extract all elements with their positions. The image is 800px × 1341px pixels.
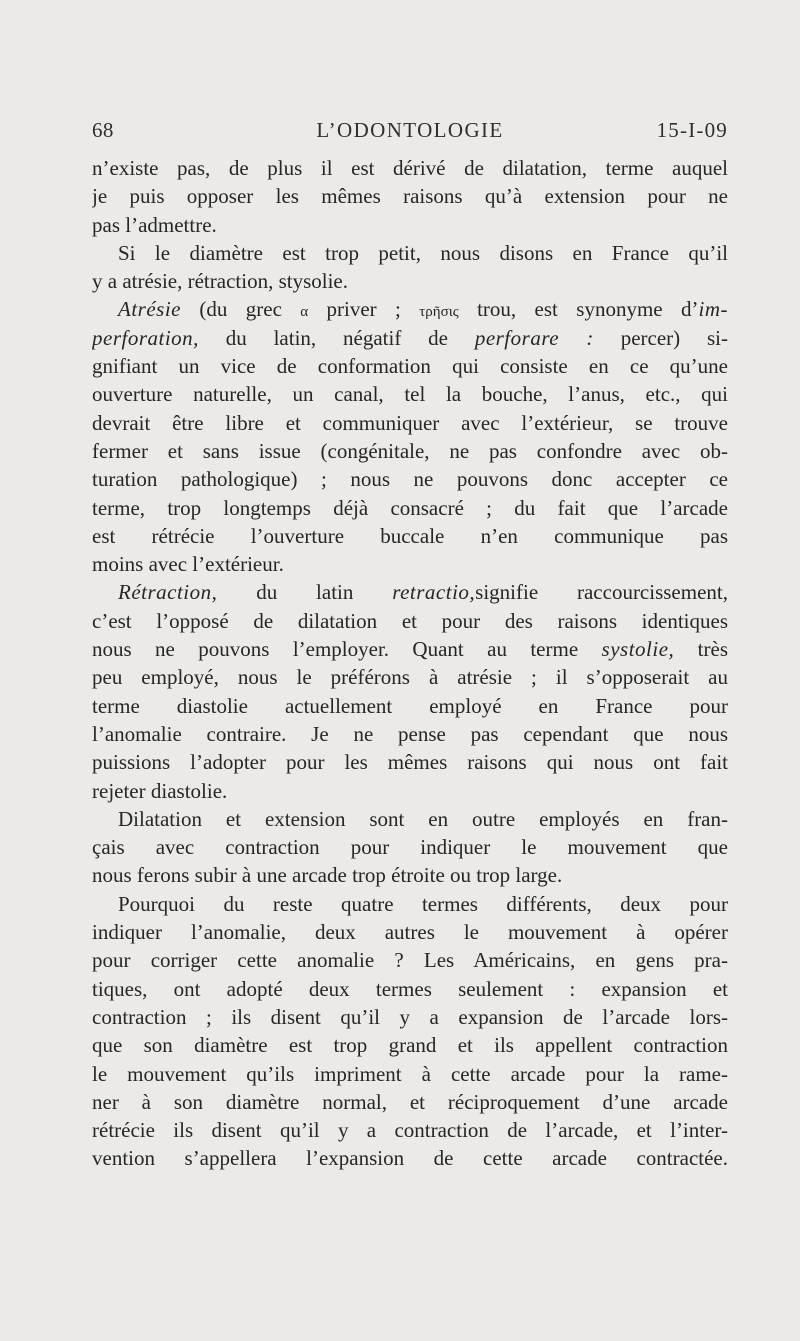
text-segment: rétrécie ils disent qu’il y a contraction de l’arcade, et l’inter- [92, 1118, 728, 1143]
text-line [92, 805, 728, 833]
text-line [92, 1031, 728, 1059]
text-line [92, 154, 728, 182]
text-segment: Si le diamètre est trop petit, nous disons en France qu’il [118, 240, 728, 265]
italic-term: im- [698, 297, 728, 322]
text-line [92, 409, 728, 437]
text-segment: n’existe pas, de plus il est dérivé de dilatation, terme auquel [92, 156, 728, 180]
text-segment: çais avec contraction pour indiquer le mouvement que [92, 835, 728, 860]
italic-term: perforation, [92, 325, 199, 350]
text-line [92, 777, 728, 805]
text-line [92, 211, 728, 239]
text-segment: percer) si- [593, 325, 728, 350]
text-line [92, 295, 728, 323]
running-title: L’ODONTOLOGIE [316, 118, 504, 142]
text-line [92, 1144, 728, 1172]
text-line [92, 182, 728, 210]
text-line [92, 239, 728, 267]
text-line [92, 1116, 728, 1144]
text-segment: Pourquoi du reste quatre termes différents, deux pour [118, 891, 728, 916]
text-segment: fermer et sans issue (congénitale, ne pas confondre avec ob- [92, 438, 728, 463]
text-segment: terme diastolie actuellement employé en France pour [92, 693, 728, 718]
text-line [92, 692, 728, 720]
text-segment: devrait être libre et communiquer avec l’extérieur, se trouve [92, 410, 728, 435]
text-line [92, 748, 728, 776]
text-segment: tiques, ont adopté deux termes seulement : expansion et [92, 976, 728, 1001]
text-segment: du latin, négatif de [198, 325, 475, 350]
text-segment: très [674, 637, 728, 662]
text-segment: pour corriger cette anomalie ? Les Américains, en gens pra- [92, 948, 728, 973]
text-line [92, 437, 728, 465]
text-line [92, 890, 728, 918]
text-segment: vention s’appellera l’expansion de cette arcade contractée. [92, 1146, 728, 1171]
text-segment: Dilatation et extension sont en outre employés en fran- [118, 806, 728, 831]
text-segment: ner à son diamètre normal, et réciproquement d’une arcade [92, 1089, 728, 1114]
body-text [92, 154, 728, 1173]
greek-word: α [300, 304, 309, 321]
text-line [92, 578, 728, 606]
running-header [92, 118, 728, 146]
text-segment: turation pathologique) ; nous ne pouvons donc accepter ce [92, 467, 728, 492]
issue-date: 15-I-09 [656, 118, 728, 142]
text-line [92, 352, 728, 380]
text-line [92, 522, 728, 550]
text-segment: je puis opposer les mêmes raisons qu’à extension pour ne [92, 184, 728, 209]
text-segment: pas l’admettre. [92, 212, 217, 237]
text-segment: signifie raccourcissement, [475, 580, 728, 605]
text-segment: du latin [217, 580, 393, 605]
italic-term: perforare : [474, 325, 594, 350]
text-line [92, 861, 728, 889]
text-segment: c’est l’opposé de dilatation et pour des raisons identiques [92, 608, 728, 633]
text-segment: puissions l’adopter pour les mêmes raisons qui nous ont fait [92, 750, 728, 775]
italic-term: systolie, [601, 637, 675, 662]
italic-term: retractio, [392, 580, 476, 605]
page-number: 68 [92, 118, 114, 142]
text-line [92, 833, 728, 861]
text-line [92, 635, 728, 663]
text-segment: moins avec l’extérieur. [92, 552, 284, 577]
text-segment: que son diamètre est trop grand et ils appellent contraction [92, 1033, 728, 1058]
text-line [92, 918, 728, 946]
text-segment: priver ; [308, 297, 420, 322]
text-line [92, 607, 728, 635]
text-segment: indiquer l’anomalie, deux autres le mouvement à opérer [92, 920, 728, 945]
text-segment: trou, est synonyme d’ [458, 297, 699, 322]
italic-term: Atrésie [118, 297, 181, 322]
text-segment: contraction ; ils disent qu’il y a expansion de l’arcade lors- [92, 1004, 728, 1029]
greek-word: τρῆσις [419, 304, 459, 321]
text-line [92, 975, 728, 1003]
text-line [92, 465, 728, 493]
text-segment: ouverture naturelle, un canal, tel la bouche, l’anus, etc., qui [92, 382, 728, 407]
text-segment: nous ne pouvons l’employer. Quant au terme [92, 637, 602, 662]
text-segment: (du grec [180, 297, 301, 322]
text-segment: nous ferons subir à une arcade trop étroite ou trop large. [92, 863, 563, 888]
text-segment: l’anomalie contraire. Je ne pense pas cependant que nous [92, 721, 728, 746]
text-line [92, 1088, 728, 1116]
text-segment: rejeter diastolie. [92, 778, 228, 803]
text-line [92, 1060, 728, 1088]
text-segment: est rétrécie l’ouverture buccale n’en communique pas [92, 523, 728, 548]
text-line [92, 550, 728, 578]
text-line [92, 720, 728, 748]
italic-term: Rétraction, [118, 580, 218, 605]
text-segment: terme, trop longtemps déjà consacré ; du fait que l’arcade [92, 495, 728, 520]
text-segment: le mouvement qu’ils impriment à cette arcade pour la rame- [92, 1061, 728, 1086]
text-line [92, 1003, 728, 1031]
text-line [92, 946, 728, 974]
text-line [92, 267, 728, 295]
text-segment: peu employé, nous le préférons à atrésie ; il s’opposerait au [92, 665, 728, 690]
text-line [92, 494, 728, 522]
text-line [92, 380, 728, 408]
text-line [92, 663, 728, 691]
text-segment: y a atrésie, rétraction, stysolie. [92, 269, 348, 294]
text-segment: gnifiant un vice de conformation qui consiste en ce qu’une [92, 354, 728, 379]
text-line [92, 324, 728, 352]
